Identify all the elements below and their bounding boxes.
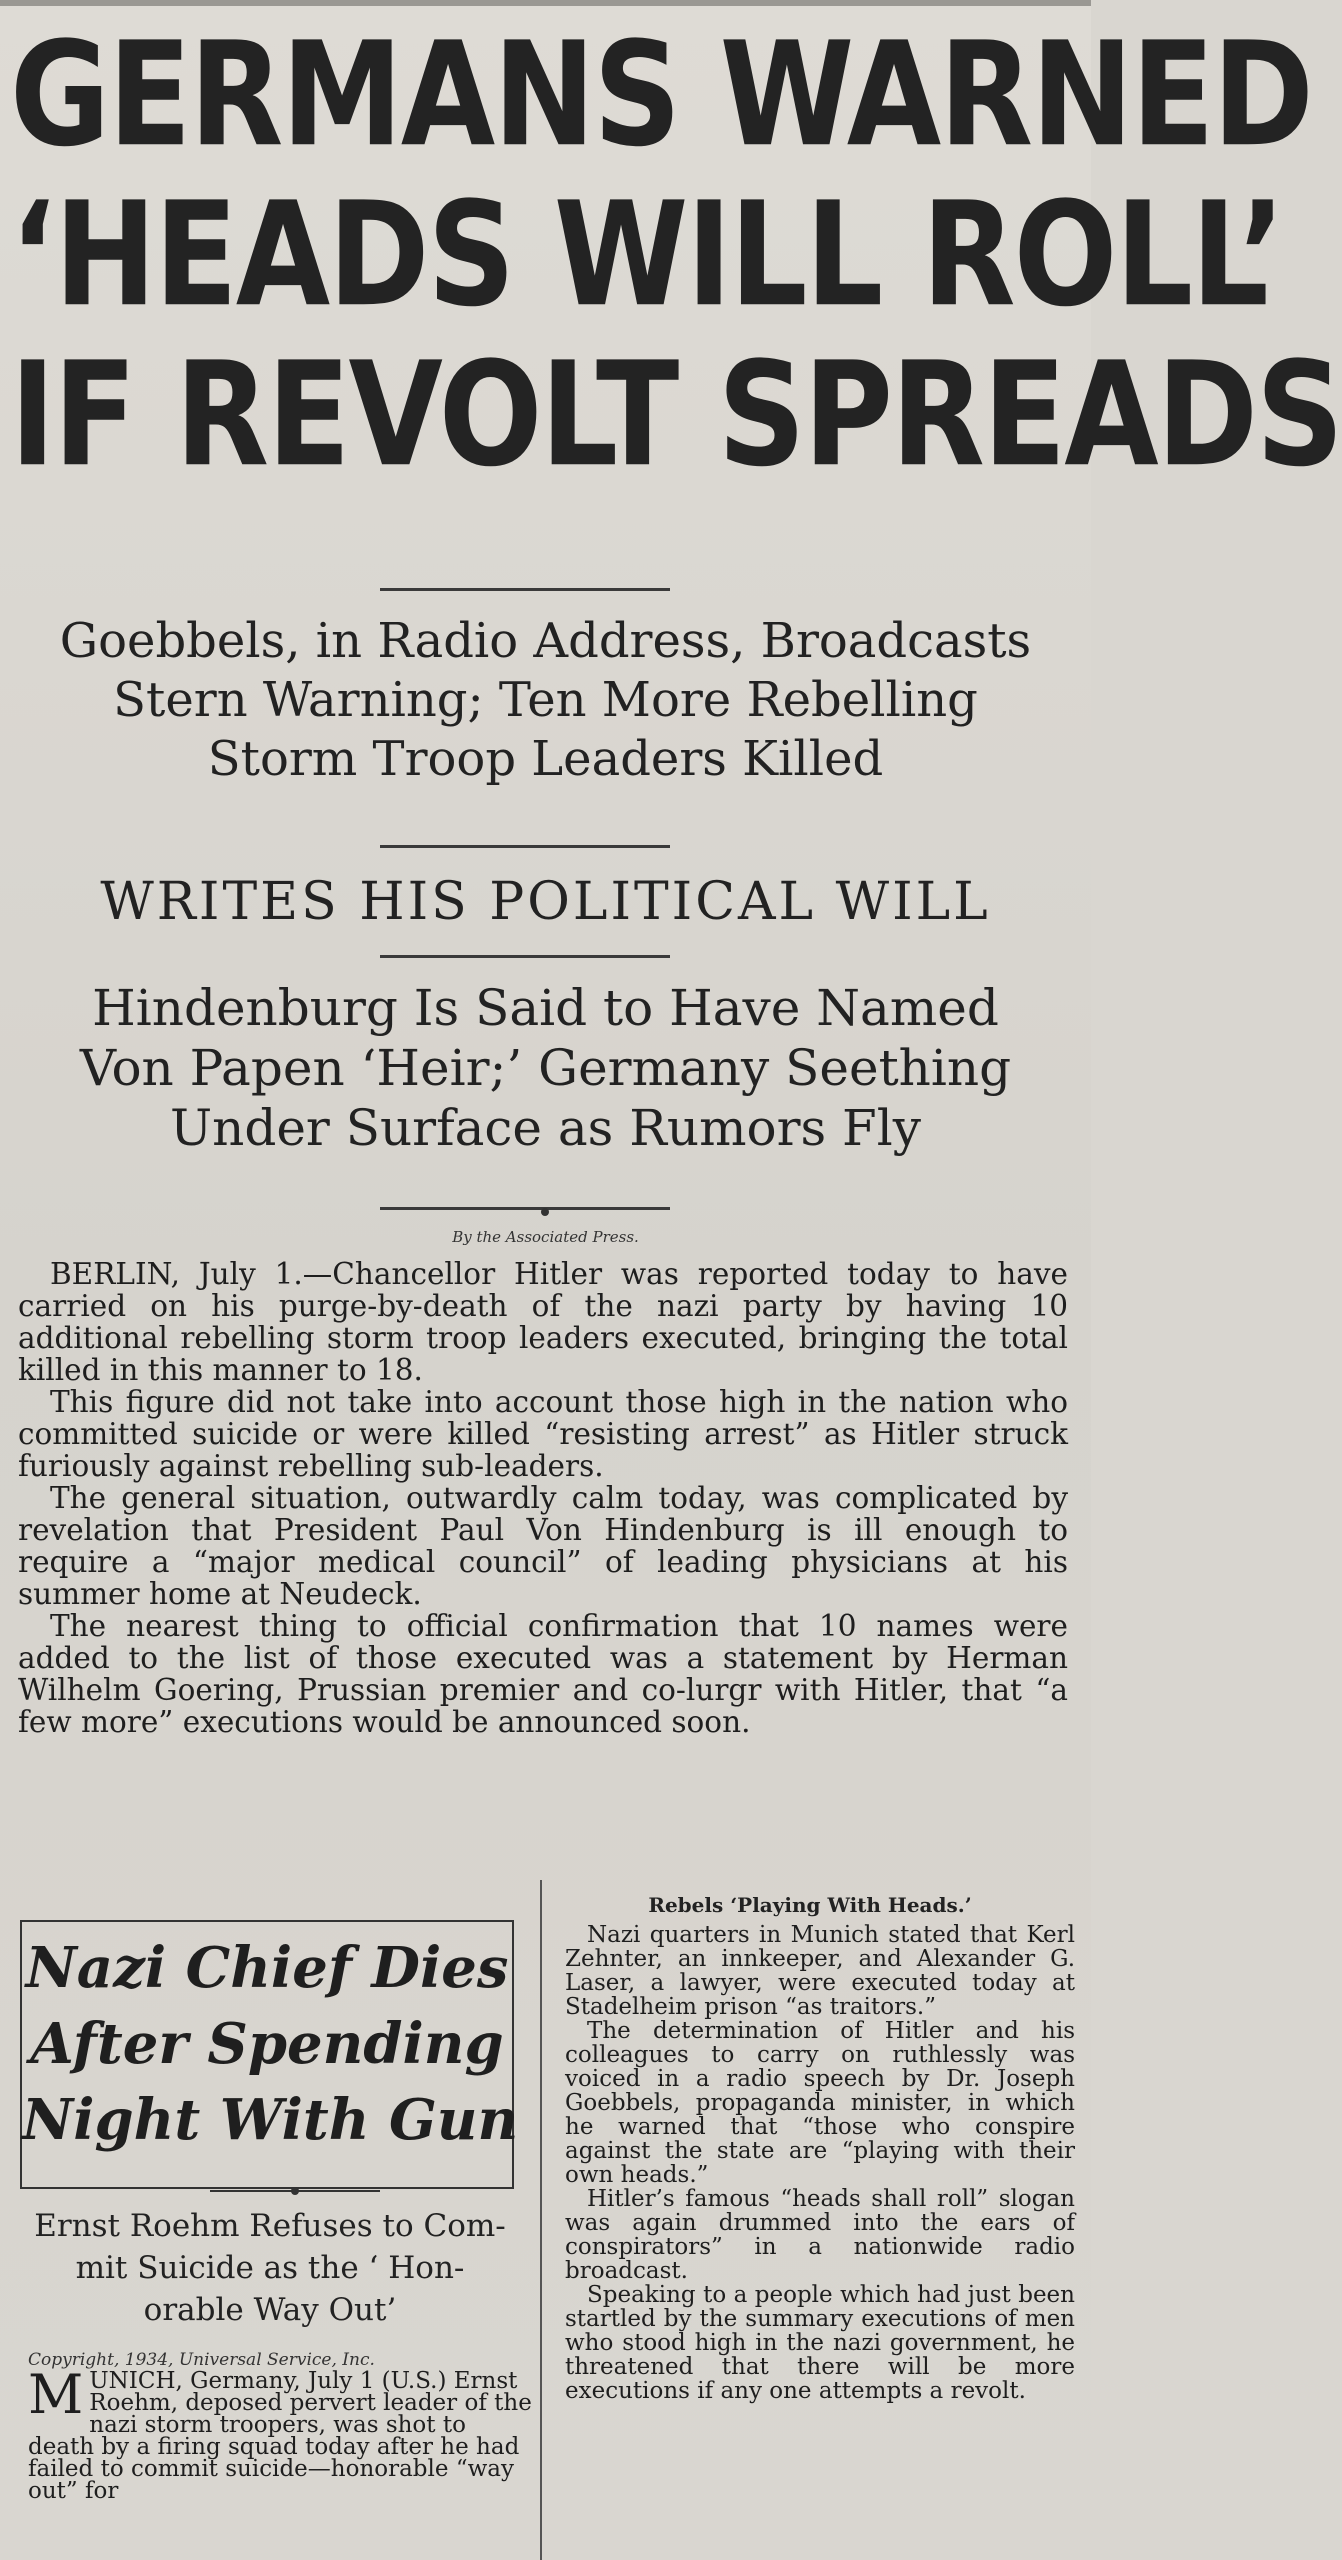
headline-line-3: IF REVOLT SPREADS: [10, 330, 1342, 499]
right-column-body: [565, 1923, 1075, 2403]
paragraph: The determination of Hitler and his colleagues to carry on ruthlessly was voiced in a radio speech by Dr. Joseph Goebbels, propaganda minister, in which he warned that “those who conspire against the state are “playing with their own heads.”: [565, 2018, 1075, 2188]
copyright-credit: Copyright, 1934, Universal Service, Inc.: [28, 2350, 375, 2370]
sidebar-paragraph: UNICH, Germany, July 1 (U.S.) Ernst Roehm, deposed pervert leader of the nazi storm troopers, was shot to death by a firing squad today after he had failed to commit suicide—honorable “way out” for: [28, 2368, 532, 2504]
subdeck-line: Ernst Roehm Refuses to Com-: [34, 2208, 506, 2244]
paragraph: The nearest thing to official confirmation that 10 names were added to the list of those executed was a statement by Herman Wilhelm Goering, Prussian premier and co-lurgr with Hitler, that “a few more” executions would be announced soon.: [18, 1609, 1068, 1739]
deck-hindenburg: [0, 978, 1091, 1158]
sidebar-title-line: Night With Gun: [22, 2087, 519, 2153]
deck-line: Stern Warning; Ten More Rebelling: [113, 672, 978, 728]
deck-line: Hindenburg Is Said to Have Named: [92, 979, 999, 1037]
main-story-body: [18, 1258, 1068, 1738]
divider-dot: [291, 2187, 299, 2195]
sidebar-title: [22, 1930, 519, 2158]
deck-line: Von Papen ‘Heir;’ Germany Seething: [79, 1039, 1012, 1097]
headline-line-2: ‘HEADS WILL ROLL’: [10, 170, 1284, 339]
paragraph: This figure did not take into account those high in the nation who committed suicide or were killed “resisting arrest” as Hitler struck furiously against rebelling sub-leaders.: [18, 1385, 1068, 1483]
sidebar-title-line: After Spending: [30, 2011, 504, 2077]
deck-line: Goebbels, in Radio Address, Broadcasts: [59, 613, 1032, 669]
deck-goebbels: [0, 612, 1091, 789]
paragraph: The general situation, outwardly calm today, was complicated by revelation that President Paul Von Hindenburg is ill enough to require a “major medical council” of leading physicians at his summer home at Neudeck.: [18, 1481, 1068, 1611]
deck-line: Under Surface as Rumors Fly: [169, 1099, 921, 1157]
divider-rule: [380, 1207, 670, 1210]
subhead-playing-with-heads: Rebels ‘Playing With Heads.’: [648, 1893, 972, 1917]
drop-cap: M: [28, 2363, 84, 2426]
divider-rule: [380, 845, 670, 848]
deck-political-will: WRITES HIS POLITICAL WILL: [100, 872, 991, 932]
divider-dot: [541, 1208, 549, 1216]
divider-rule: [380, 955, 670, 958]
column-divider: [540, 1880, 542, 2560]
headline-line-1: GERMANS WARNED: [10, 10, 1312, 179]
sidebar-subdeck: [0, 2205, 540, 2331]
divider-rule: [380, 588, 670, 591]
subdeck-line: mit Suicide as the ‘ Hon-: [75, 2250, 465, 2286]
paragraph: Nazi quarters in Munich stated that Kerl Zehnter, an innkeeper, and Alexander G. Laser, a lawyer, were executed today at Stadelheim prison “as traitors.”: [565, 1922, 1075, 2020]
sidebar-headline-box: [20, 1920, 519, 2189]
paragraph: Hitler’s famous “heads shall roll” slogan was again drummed into the ears of conspirators” in a nationwide radio broadcast.: [565, 2186, 1075, 2284]
paragraph: BERLIN, July 1.—Chancellor Hitler was reported today to have carried on his purge-by-death of the nazi party by having 10 additional rebelling storm troop leaders executed, bringing the total killed in this manner to 18.: [18, 1257, 1068, 1387]
subdeck-line: orable Way Out’: [143, 2292, 397, 2328]
sidebar-title-line: Nazi Chief Dies: [25, 1935, 509, 2001]
sidebar-story-body: [28, 2363, 533, 2504]
top-border: [0, 0, 1091, 6]
paragraph: Speaking to a people which had just been startled by the summary executions of men who stood high in the nazi government, he threatened that there will be more executions if any one attempts a revolt.: [565, 2282, 1075, 2404]
byline: By the Associated Press.: [452, 1228, 639, 1246]
deck-line: Storm Troop Leaders Killed: [207, 731, 884, 787]
